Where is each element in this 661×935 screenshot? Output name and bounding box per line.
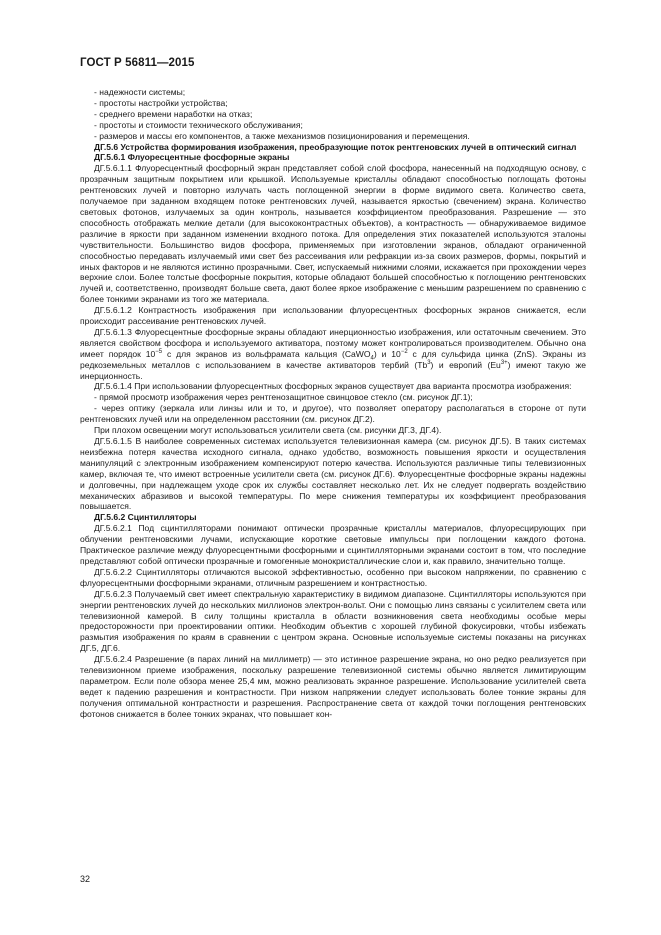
text-run: ДГ.5.6.1.3 Флуоресцентные фосфорные экраны обладают инерционностью изображения, или остаточным свечением. Это является свойством фосфора и используемого активатора, поэтому может контролироваться производителем. Обычно она имеет порядок 10 — [80, 326, 586, 359]
text-run: с для экранов из вольфрамата кальция (CaWO — [162, 348, 371, 359]
paragraph-5-6-1-5: ДГ.5.6.1.5 В наиболее современных системах используется телевизионная камера (см. рисунок ДГ.5). В таких системах неизбежна потеря качества исходного сигнала, однако удобство, возможность повышения яркости и осуществления манипуляций с электронным изображением компенсируют потерю качества. Используются различные типы телевизионных камер, включая те, что имеют встроенные усилители света (см. рисунок ДГ.6). Флуоресцентные фосфорные экраны надежны и долговечны, при надлежащем уходе срок их службы составляет несколько лет. Их не следует подвергать воздействию механических абразивов и высокой температуры. По мере снижения температуры их коэффициент преобразования повышается. — [80, 436, 586, 512]
paragraph-low-light: При плохом освещении могут использоваться усилители света (см. рисунки ДГ.3, ДГ.4). — [94, 425, 442, 436]
superscript: −5 — [155, 348, 163, 355]
paragraph-5-6-1-4: ДГ.5.6.1.4 При использовании флуоресцентных фосфорных экранов существует два варианта просмотра изображения: — [94, 381, 572, 392]
paragraph-5-6-2-1: ДГ.5.6.2.1 Под сцинтилляторами понимают оптически прозрачные кристаллы материалов, флуоресцирующих при облучении рентгеновскими лучами, испускающие короткие световые импульсы при поглощении каждого фотона. Практическое различие между флуоресцентными фосфорными и сцинтилляторными экранами состоит в том, что последние представляют собой оптически прозрачные и гомогенные монокристаллические слои и, как правило, значительно толще. — [80, 523, 586, 566]
list-item: - простоты и стоимости технического обслуживания; — [94, 119, 303, 130]
standard-header: ГОСТ Р 56811—2015 — [80, 57, 195, 69]
paragraph-5-6-2-3: ДГ.5.6.2.3 Получаемый свет имеет спектральную характеристику в видимом диапазоне. Сцинтилляторы используются при энергии рентгеновских лучей до нескольких миллионов электрон-вольт. Они с помощью линз связаны с усилителем света или телевизионной камерой. В силу толщины кристалла в области возникновения света необходимы особые меры предосторожности при проектировании оптики. Необходим объектив с хорошей глубиной фокусировки, чтобы избежать размытия изображения по краям в сравнении с центром экрана. Основные используемые системы показаны на рисунках ДГ.5, ДГ.6. — [80, 588, 586, 654]
list-item: - размеров и массы его компонентов, а также механизмов позиционирования и перемещения. — [94, 130, 470, 141]
text-run: ) и 10 — [373, 348, 401, 359]
section-heading-5-6: ДГ.5.6 Устройства формирования изображения, преобразующие поток рентгеновских лучей в оптический сигнал — [94, 141, 577, 152]
superscript: 3+ — [500, 359, 508, 366]
subscript: 4 — [370, 355, 374, 362]
paragraph-5-6-1-2: ДГ.5.6.1.2 Контрастность изображения при использовании флуоресцентных фосфорных экранов снижается, если происходит рассеивание рентгеновских лучей. — [80, 305, 586, 327]
paragraph-5-6-2-4: ДГ.5.6.2.4 Разрешение (в парах линий на миллиметр) — это истинное разрешение экрана, но оно редко реализуется при телевизионном приеме изображения, поскольку разрешение телевизионной системы обычно является лимитирующим параметром. Если поле обзора менее 25,4 мм, можно реализовать экранное разрешение. Использование усилителей света ведет к падению разрешения и контрастности. При низком напряжении следует использовать более тонкие экраны для получения оптимальной контрастности и разрешения. Распространение света от каждой точки поглощения рентгеновских фотонов снижается в более тонких экранах, что повышает кон- — [80, 654, 586, 719]
text-run: с для сульфида цинка (ZnS). Экраны из редкоземельных металлов с использованием в качестве активаторов тербий (Tb — [80, 348, 586, 370]
list-item: - среднего времени наработки на отказ; — [94, 108, 253, 119]
list-item: - простоты настройки устройства; — [94, 97, 228, 108]
page-number: 32 — [80, 874, 91, 884]
superscript: −2 — [400, 348, 408, 355]
list-item: - прямой просмотр изображения через рентгенозащитное свинцовое стекло (см. рисунок ДГ.1); — [94, 392, 473, 403]
paragraph-5-6-1-3 — [80, 327, 586, 382]
list-item: - надежности системы; — [94, 87, 186, 97]
paragraph-5-6-2-2: ДГ.5.6.2.2 Сцинтилляторы отличаются высокой эффективностью, особенно при высоком напряжении, по сравнению с флуоресцентными фосфорными экранами, отличным разрешением и контрастностью. — [80, 566, 586, 588]
section-heading-5-6-1: ДГ.5.6.1 Флуоресцентные фосфорные экраны — [94, 152, 290, 163]
section-heading-5-6-2: ДГ.5.6.2 Сцинтилляторы — [94, 512, 197, 523]
document-body — [80, 87, 586, 720]
text-run: ) и европий (Eu — [430, 359, 501, 370]
list-item: - через оптику (зеркала или линзы или и то, и другое), что позволяет оператору располагаться в стороне от пути рентгеновских лучей или на определенном расстоянии (см. рисунок ДГ.2). — [80, 403, 586, 425]
paragraph-5-6-1-1: ДГ.5.6.1.1 Флуоресцентный фосфорный экран представляет собой слой фосфора, нанесенный на подходящую основу, с прозрачным защитным покрытием или крышкой. Используемые кристаллы обладают способностью поглощать фотоны рентгеновских лучей и повторно излучать часть поглощенной энергии в форме видимого света. Количество света, получаемое при заданном входящем потоке рентгеновских лучей, называется яркостью (свечением) экрана. Количество световых фотонов, излучаемых за один контроль, называется коэффициентом преобразования. Разрешение — это способность отображать мелкие детали (для высококонтрастных объектов), а контрастность — обнаруживаемое видимое различие в яркости при заданном изменении входного потока. Для определения этих показателей используются эталоны чувствительности. Большинство видов фосфора, применяемых при изготовлении экранов, обладают ограниченной способностью передавать излучаемый ими свет без рассеивания или рефракции из-за своих размеров, формы, покрытий и иных факторов и не являются истинно прозрачными. Свет, испускаемый нижними слоями, искажается при прохождении через верхние слои. Более толстые фосфорные покрытия, которые обладают большей способностью к поглощению рентгеновских лучей и, соответственно, производят больше света, дают более яркое изображение с меньшим разрешением по сравнению с более тонкими экранами из того же материала. — [80, 163, 586, 305]
text-run: ) имеют такую же инерционность. — [80, 359, 586, 381]
superscript: 3 — [427, 359, 431, 366]
